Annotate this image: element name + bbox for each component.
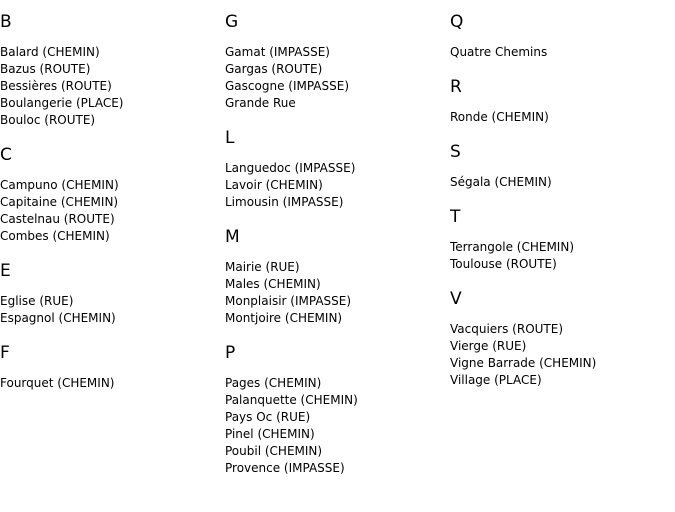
letter-group-g — [225, 12, 450, 112]
letter-group-f — [0, 343, 225, 392]
street-item[interactable]: Vacquiers (ROUTE) — [450, 322, 564, 336]
letter-heading: B — [0, 12, 12, 32]
street-item[interactable]: Ronde (CHEMIN) — [450, 110, 549, 124]
letter-group-p — [225, 343, 450, 477]
letter-group-v — [450, 289, 675, 389]
street-list — [225, 375, 450, 477]
street-item[interactable]: Bessières (ROUTE) — [0, 79, 112, 93]
letter-group-m — [225, 227, 450, 327]
street-item[interactable]: Espagnol (CHEMIN) — [0, 311, 116, 325]
letter-heading: V — [450, 289, 462, 309]
letter-heading: R — [450, 77, 462, 97]
letter-group-r — [450, 77, 675, 126]
street-item[interactable]: Combes (CHEMIN) — [0, 229, 110, 243]
letter-heading: T — [450, 207, 461, 227]
letter-heading: Q — [450, 12, 464, 32]
street-item[interactable]: Village (PLACE) — [450, 373, 542, 387]
street-column-1 — [0, 0, 225, 392]
letter-heading: S — [450, 142, 461, 162]
street-item[interactable]: Gascogne (IMPASSE) — [225, 79, 350, 93]
street-item[interactable]: Vigne Barrade (CHEMIN) — [450, 356, 597, 370]
letter-heading: M — [225, 227, 240, 247]
street-list — [225, 160, 450, 211]
letter-group-b — [0, 12, 225, 129]
street-item[interactable]: Ségala (CHEMIN) — [450, 175, 552, 189]
street-item[interactable]: Palanquette (CHEMIN) — [225, 393, 358, 407]
letter-heading: G — [225, 12, 239, 32]
letter-group-c — [0, 145, 225, 245]
street-column-3 — [450, 0, 675, 389]
letter-group-q — [450, 12, 675, 61]
street-item[interactable]: Terrangole (CHEMIN) — [450, 240, 574, 254]
letter-heading: F — [0, 343, 10, 363]
street-column-2 — [225, 0, 450, 477]
street-item[interactable]: Lavoir (CHEMIN) — [225, 178, 323, 192]
letter-group-s — [450, 142, 675, 191]
letter-heading: P — [225, 343, 236, 363]
street-item[interactable]: Provence (IMPASSE) — [225, 461, 345, 475]
letter-group-l — [225, 128, 450, 211]
street-item[interactable]: Mairie (RUE) — [225, 260, 300, 274]
street-item[interactable]: Campuno (CHEMIN) — [0, 178, 119, 192]
street-item[interactable]: Pages (CHEMIN) — [225, 376, 322, 390]
street-item[interactable]: Quatre Chemins — [450, 45, 548, 59]
street-list — [0, 44, 225, 129]
street-item[interactable]: Fourquet (CHEMIN) — [0, 376, 115, 390]
street-item[interactable]: Gamat (IMPASSE) — [225, 45, 330, 59]
street-list — [225, 44, 450, 112]
letter-group-e — [0, 261, 225, 327]
street-item[interactable]: Pinel (CHEMIN) — [225, 427, 315, 441]
street-item[interactable]: Monplaisir (IMPASSE) — [225, 294, 352, 308]
street-item[interactable]: Bazus (ROUTE) — [0, 62, 91, 76]
letter-heading: E — [0, 261, 11, 281]
street-item[interactable]: Boulangerie (PLACE) — [0, 96, 124, 110]
street-list — [450, 321, 675, 389]
street-item[interactable]: Vierge (RUE) — [450, 339, 527, 353]
street-item[interactable]: Toulouse (ROUTE) — [450, 257, 557, 271]
street-list — [450, 174, 675, 191]
street-item[interactable]: Poubil (CHEMIN) — [225, 444, 323, 458]
street-list — [450, 109, 675, 126]
street-item[interactable]: Grande Rue — [225, 96, 296, 110]
street-list — [225, 259, 450, 327]
street-item[interactable]: Gargas (ROUTE) — [225, 62, 323, 76]
street-item[interactable]: Balard (CHEMIN) — [0, 45, 100, 59]
street-list — [450, 239, 675, 273]
street-list — [0, 375, 225, 392]
street-list — [0, 293, 225, 327]
street-item[interactable]: Castelnau (ROUTE) — [0, 212, 115, 226]
letter-group-t — [450, 207, 675, 273]
street-item[interactable]: Limousin (IMPASSE) — [225, 195, 344, 209]
street-item[interactable]: Males (CHEMIN) — [225, 277, 321, 291]
street-item[interactable]: Bouloc (ROUTE) — [0, 113, 96, 127]
street-item[interactable]: Pays Oc (RUE) — [225, 410, 311, 424]
street-item[interactable]: Languedoc (IMPASSE) — [225, 161, 356, 175]
street-list — [0, 177, 225, 245]
street-list — [450, 44, 675, 61]
street-item[interactable]: Eglise (RUE) — [0, 294, 74, 308]
letter-heading: L — [225, 128, 235, 148]
street-item[interactable]: Capitaine (CHEMIN) — [0, 195, 119, 209]
street-item[interactable]: Montjoire (CHEMIN) — [225, 311, 343, 325]
letter-heading: C — [0, 145, 12, 165]
